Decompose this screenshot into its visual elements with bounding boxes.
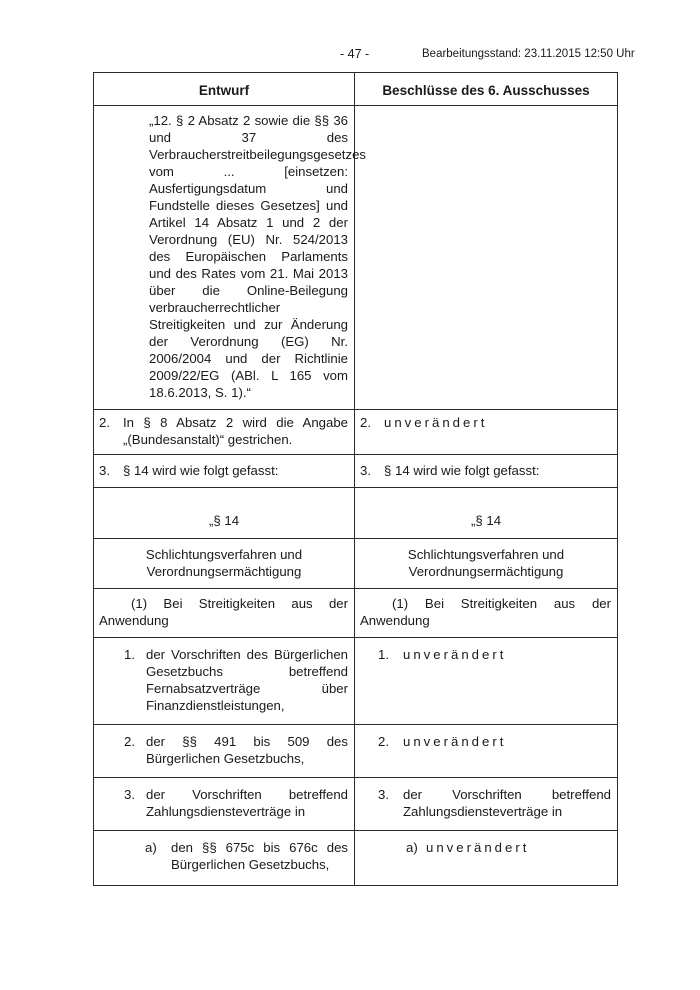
item-12-text: „12. § 2 Absatz 2 sowie die §§ 36 und 37 des Verbraucherstreitbeilegungsgesetzes vom ... [einsetzen: Ausfertigungsdatum und Fundstelle dieses Gesetzes] und Artikel 14 Absatz 1 und 2 der Verordnung (EU) Nr. 524/2013 des Europäischen Parlaments und des Rates vom 21. Mai 2013 über die Online-Beilegung verbraucherrechtlicher Streitigkeiten und zur Änderung der Verordnung (EG) Nr. 2006/2004 und der Richtlinie 2009/22/EG (ABl. L 165 vom 18.6.2013, S. 1).“ <box>149 113 366 400</box>
page-header <box>0 46 700 62</box>
column-header-draft: Entwurf <box>94 73 355 106</box>
paragraph-text: (1) Bei Streitigkeiten aus der Anwendung <box>360 596 611 628</box>
unchanged-text: unverändert <box>426 840 530 855</box>
item-number: 3. <box>124 787 135 802</box>
cell-right <box>355 725 618 778</box>
table-row-suba <box>94 831 618 886</box>
table-row-section-heading <box>94 539 618 589</box>
processing-status: Bearbeitungsstand: 23.11.2015 12:50 Uhr <box>422 48 635 60</box>
cell-right <box>355 589 618 638</box>
unchanged-text: unverändert <box>403 734 507 749</box>
cell-left <box>94 778 355 831</box>
item-text: § 14 wird wie folgt gefasst: <box>123 463 279 478</box>
cell-left <box>94 539 355 589</box>
cell-right <box>355 831 618 886</box>
table-row-sub2 <box>94 725 618 778</box>
item-number: 2. <box>360 415 371 430</box>
section-title: „§ 14 <box>470 513 502 528</box>
item-number: 3. <box>378 787 389 802</box>
cell-left <box>94 725 355 778</box>
cell-left <box>94 488 355 539</box>
table-row-section-title <box>94 488 618 539</box>
table-row-sub3 <box>94 778 618 831</box>
table-row-sub1 <box>94 638 618 725</box>
cell-right-empty <box>355 106 618 410</box>
item-text: der Vorschriften betreffend Zahlungsdiensteverträge in <box>403 787 611 819</box>
item-number: 2. <box>378 734 389 749</box>
item-number: 2. <box>124 734 135 749</box>
synopsis-table <box>93 72 618 886</box>
unchanged-text: unverändert <box>384 415 488 430</box>
item-text: der §§ 491 bis 509 des Bürgerlichen Gesetzbuchs, <box>146 734 348 766</box>
table-row-paragraph-1 <box>94 589 618 638</box>
table-row-item2 <box>94 410 618 455</box>
section-title: „§ 14 <box>208 513 240 528</box>
page-number: - 47 - <box>340 47 370 61</box>
item-letter: a) <box>406 840 418 855</box>
item-number: 3. <box>360 463 371 478</box>
table-row-item3 <box>94 455 618 488</box>
item-text: § 14 wird wie folgt gefasst: <box>384 463 540 478</box>
column-header-row <box>94 73 618 106</box>
section-heading: Schlichtungsverfahren und Verordnungsermächtigung <box>145 547 303 579</box>
item-number: 1. <box>124 647 135 662</box>
item-text: den §§ 675c bis 676c des Bürgerlichen Gesetzbuchs, <box>171 840 348 872</box>
paragraph-text: (1) Bei Streitigkeiten aus der Anwendung <box>99 596 348 628</box>
item-text: der Vorschriften des Bürgerlichen Gesetzbuchs betreffend Fernabsatzverträge über Finanzdienstleistungen, <box>146 647 348 713</box>
cell-left <box>94 589 355 638</box>
cell-right <box>355 539 618 589</box>
cell-left <box>94 410 355 455</box>
cell-right <box>355 488 618 539</box>
item-letter: a) <box>145 840 157 855</box>
item-text: der Vorschriften betreffend Zahlungsdiensteverträge in <box>146 787 348 819</box>
cell-left <box>94 638 355 725</box>
table-row-item12 <box>94 106 618 410</box>
cell-left <box>94 106 366 410</box>
cell-right <box>355 778 618 831</box>
unchanged-text: unverändert <box>403 647 507 662</box>
cell-left <box>94 831 355 886</box>
item-number: 1. <box>378 647 389 662</box>
cell-left <box>94 455 355 488</box>
section-heading: Schlichtungsverfahren und Verordnungsermächtigung <box>407 547 565 579</box>
cell-right <box>355 455 618 488</box>
item-text: In § 8 Absatz 2 wird die Angabe „(Bundesanstalt)“ gestrichen. <box>123 415 348 447</box>
item-number: 3. <box>99 463 110 478</box>
column-header-committee: Beschlüsse des 6. Ausschusses <box>355 73 618 106</box>
cell-right <box>355 638 618 725</box>
cell-right <box>355 410 618 455</box>
item-number: 2. <box>99 415 110 430</box>
